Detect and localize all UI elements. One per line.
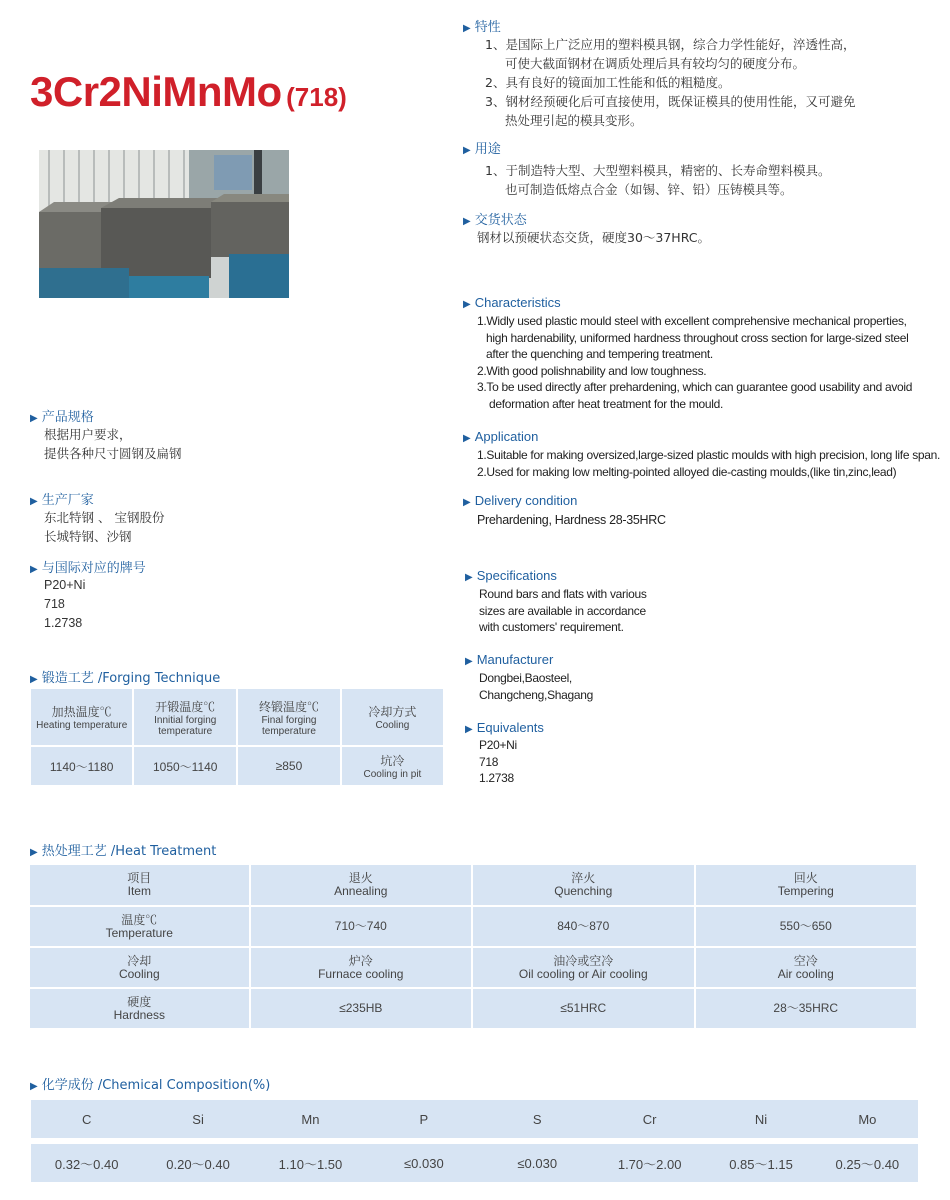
- heat-cell: 淬火 Quenching: [472, 865, 694, 906]
- zh-characteristics-body: [463, 35, 855, 130]
- triangle-bullet-icon: ▶: [30, 496, 38, 507]
- title-grade: 3Cr2NiMnMo: [30, 68, 282, 115]
- zh-equivalents-body: [30, 576, 146, 633]
- en-specs-heading: ▶ Specifications: [465, 568, 557, 583]
- zh-characteristics-heading: ▶ 特性: [463, 20, 501, 35]
- chem-element-cell: Ni: [705, 1100, 816, 1138]
- text-line: 钢材以预硬状态交货，硬度30～37HRC。: [477, 230, 711, 245]
- text-line: 东北特钢 、 宝钢股份: [44, 510, 165, 525]
- chem-element-cell: C: [31, 1100, 142, 1138]
- en-application-section: [463, 429, 940, 480]
- forging-header-cell: 开锻温度℃ Innitial forging temperature: [133, 689, 237, 746]
- en-characteristics-section: [463, 295, 912, 412]
- heat-cell: 项目 Item: [30, 865, 250, 906]
- triangle-bullet-icon: ▶: [463, 497, 471, 508]
- chem-table: [31, 1100, 918, 1182]
- triangle-bullet-icon: ▶: [463, 145, 471, 156]
- en-delivery-heading: ▶ Delivery condition: [463, 493, 578, 508]
- heat-cell: 710～740: [250, 906, 472, 947]
- heat-row: [30, 988, 917, 1029]
- en-equivalents-section: [465, 720, 544, 787]
- zh-delivery-section: [463, 209, 710, 247]
- en-equivalents-heading: ▶ Equivalents: [465, 720, 544, 735]
- chem-element-row: [31, 1100, 918, 1138]
- forging-header-cell: 加热温度℃ Heating temperature: [31, 689, 133, 746]
- heat-row: [30, 906, 917, 947]
- triangle-bullet-icon: ▶: [30, 564, 38, 575]
- zh-specs-heading: ▶ 产品规格: [30, 410, 94, 425]
- zh-characteristics-section: [463, 16, 855, 130]
- zh-manufacturer-heading: ▶ 生产厂家: [30, 493, 94, 508]
- zh-specs-body: [30, 425, 182, 463]
- text-line: with customers' requirement.: [479, 620, 624, 634]
- triangle-bullet-icon: ▶: [30, 1081, 38, 1092]
- text-line: high hardenability, uniformed hardness throughout cross section for large-sized steel: [486, 330, 909, 345]
- chem-value-cell: ≤0.030: [367, 1144, 480, 1182]
- en-characteristics-heading: ▶ Characteristics: [463, 295, 561, 310]
- zh-specs-section: [30, 406, 182, 463]
- heat-heading: ▶ 热处理工艺 /Heat Treatment: [30, 844, 217, 859]
- chem-value-cell: 0.32～0.40: [31, 1144, 142, 1182]
- text-line: 热处理引起的模具变形。: [505, 113, 643, 128]
- text-line: 可使大截面钢材在调质处理后具有较均匀的硬度分布。: [505, 56, 806, 71]
- triangle-bullet-icon: ▶: [30, 847, 38, 858]
- chem-element-cell: Cr: [594, 1100, 705, 1138]
- text-line: 1、于制造特大型、大型塑料模具，精密的、长寿命塑料模具。: [485, 163, 831, 178]
- text-line: 也可制造低熔点合金（如锡、锌、铅）压铸模具等。: [505, 182, 793, 197]
- triangle-bullet-icon: ▶: [463, 23, 471, 34]
- chem-element-cell: Si: [142, 1100, 253, 1138]
- chem-value-cell: 0.20～0.40: [142, 1144, 253, 1182]
- text-line: P20+Ni: [479, 738, 517, 752]
- triangle-bullet-icon: ▶: [30, 674, 38, 685]
- heat-cell: ≤235HB: [250, 988, 472, 1029]
- text-line: 2.With good polishnability and low toughness.: [477, 363, 707, 378]
- heat-cell: 28～35HRC: [695, 988, 918, 1029]
- text-line: 提供各种尺寸圆钢及扁钢: [44, 446, 182, 461]
- text-line: 1、是国际上广泛应用的塑料模具钢，综合力学性能好，淬透性高，: [485, 37, 856, 52]
- heat-row: [30, 865, 917, 906]
- zh-equivalents-heading: ▶ 与国际对应的牌号: [30, 561, 146, 576]
- heat-row: [30, 947, 917, 988]
- chem-element-cell: P: [367, 1100, 480, 1138]
- heat-cell: 840～870: [472, 906, 694, 947]
- en-application-body: [463, 447, 940, 480]
- chem-element-cell: Mo: [817, 1100, 918, 1138]
- zh-application-section: [463, 138, 830, 199]
- en-manufacturer-heading: ▶ Manufacturer: [465, 652, 554, 667]
- forging-value-cell: ≥850: [237, 746, 341, 786]
- en-equivalents-body: [465, 737, 544, 787]
- heat-cell: 空冷 Air cooling: [695, 947, 918, 988]
- en-manufacturer-body: [465, 670, 593, 703]
- text-line: Round bars and flats with various: [479, 587, 647, 601]
- triangle-bullet-icon: ▶: [463, 299, 471, 310]
- forging-header-cell: 冷却方式 Cooling: [341, 689, 444, 746]
- triangle-bullet-icon: ▶: [30, 413, 38, 424]
- zh-manufacturer-body: [30, 508, 164, 546]
- title-alias: (718): [286, 82, 347, 112]
- text-line: 718: [479, 754, 499, 769]
- chem-value-cell: 0.85～1.15: [705, 1144, 816, 1182]
- text-line: sizes are available in accordance: [479, 603, 646, 618]
- text-line: Dongbei,Baosteel,: [479, 671, 572, 685]
- heat-cell: ≤51HRC: [472, 988, 694, 1029]
- chem-heading: ▶ 化学成份 /Chemical Composition(%): [30, 1078, 271, 1093]
- text-line: 1.2738: [44, 616, 83, 630]
- text-line: 3、钢材经预硬化后可直接使用，既保证模具的使用性能，又可避免: [485, 94, 856, 109]
- text-line: 2.Used for making low melting-pointed alloyed die-casting moulds,(like tin,zinc,lead): [477, 464, 897, 479]
- heat-cell: 温度℃ Temperature: [30, 906, 250, 947]
- en-characteristics-body: [463, 313, 912, 412]
- chem-value-cell: 0.25～0.40: [817, 1144, 918, 1182]
- text-line: 718: [44, 597, 65, 611]
- forging-value-cell: 1050～1140: [133, 746, 237, 786]
- chem-element-cell: S: [481, 1100, 594, 1138]
- steel-blocks-photo: [39, 150, 289, 298]
- forging-header-row: [31, 689, 444, 746]
- en-specs-section: [465, 568, 647, 636]
- heat-cell: 回火 Tempering: [695, 865, 918, 906]
- forging-heading: ▶ 锻造工艺 /Forging Technique: [30, 671, 221, 686]
- zh-application-heading: ▶ 用途: [463, 142, 501, 157]
- triangle-bullet-icon: ▶: [465, 572, 473, 583]
- heat-cell: 炉冷 Furnace cooling: [250, 947, 472, 988]
- product-title: [30, 68, 347, 116]
- text-line: Changcheng,Shagang: [479, 687, 594, 702]
- forging-value-cell: 坑冷 Cooling in pit: [341, 746, 444, 786]
- chem-element-cell: Mn: [254, 1100, 367, 1138]
- triangle-bullet-icon: ▶: [465, 656, 473, 667]
- forging-table: [31, 689, 445, 787]
- heat-cell: 油冷或空冷 Oil cooling or Air cooling: [472, 947, 694, 988]
- text-line: 根据用户要求，: [44, 427, 132, 442]
- text-line: Prehardening, Hardness 28-35HRC: [477, 513, 666, 527]
- heat-cell: 冷却 Cooling: [30, 947, 250, 988]
- zh-delivery-heading: ▶ 交货状态: [463, 213, 527, 228]
- heat-cell: 硬度 Hardness: [30, 988, 250, 1029]
- heat-cell: 550～650: [695, 906, 918, 947]
- text-line: 长城特钢、沙钢: [44, 529, 132, 544]
- forging-value-cell: 1140～1180: [31, 746, 133, 786]
- text-line: deformation after heat treatment for the mould.: [489, 396, 724, 411]
- en-delivery-section: [463, 493, 666, 529]
- en-application-heading: ▶ Application: [463, 429, 539, 444]
- triangle-bullet-icon: ▶: [465, 724, 473, 735]
- chem-value-cell: 1.10～1.50: [254, 1144, 367, 1182]
- heat-table: [30, 865, 918, 1030]
- en-delivery-body: [463, 512, 666, 529]
- forging-value-row: [31, 746, 444, 786]
- zh-equivalents-section: [30, 557, 146, 633]
- text-line: after the quenching and tempering treatment.: [486, 347, 713, 361]
- chem-value-row: [31, 1144, 918, 1182]
- zh-application-body: [463, 161, 830, 199]
- text-line: 1.Suitable for making oversized,large-sized plastic moulds with high precision, long life span.: [477, 448, 941, 462]
- text-line: 1.Widly used plastic mould steel with excellent comprehensive mechanical properties,: [477, 314, 907, 328]
- heat-cell: 退火 Annealing: [250, 865, 472, 906]
- text-line: 3.To be used directly after prehardening, which can guarantee good usability and avoid: [477, 380, 913, 394]
- text-line: 2、具有良好的镜面加工性能和低的粗糙度。: [485, 75, 731, 90]
- triangle-bullet-icon: ▶: [463, 216, 471, 227]
- zh-delivery-body: [463, 228, 710, 247]
- text-line: P20+Ni: [44, 578, 86, 592]
- en-specs-body: [465, 586, 647, 636]
- zh-manufacturer-section: [30, 489, 164, 546]
- triangle-bullet-icon: ▶: [463, 433, 471, 444]
- chem-value-cell: 1.70～2.00: [594, 1144, 705, 1182]
- text-line: 1.2738: [479, 771, 514, 785]
- chem-value-cell: ≤0.030: [481, 1144, 594, 1182]
- en-manufacturer-section: [465, 652, 593, 703]
- forging-header-cell: 终锻温度℃ Final forging temperature: [237, 689, 341, 746]
